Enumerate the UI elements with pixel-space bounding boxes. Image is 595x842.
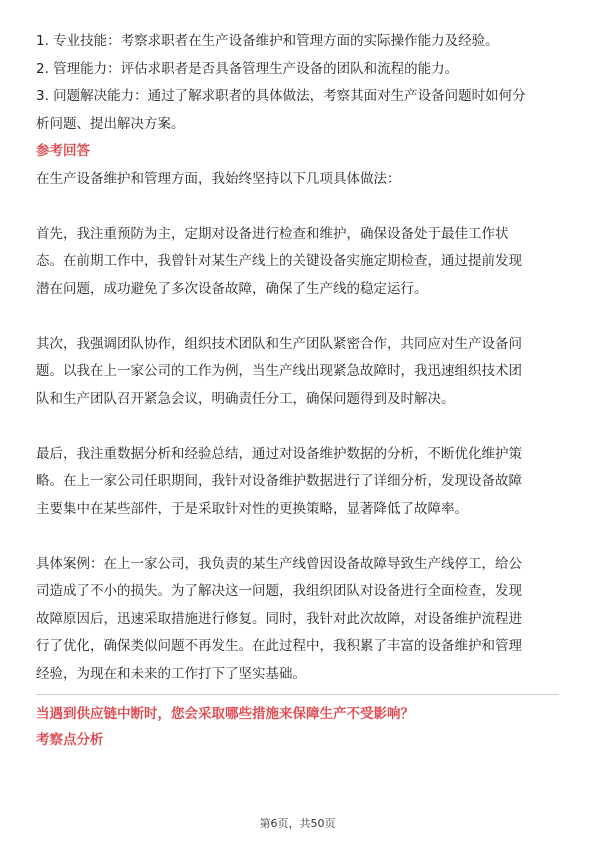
paragraph-line: 略。在上一家公司任职期间，我针对设备维护数据进行了详细分析，发现设备故障 xyxy=(36,473,522,489)
paragraph-line: 首先，我注重预防为主，定期对设备进行检查和维护，确保设备处于最佳工作状 xyxy=(36,225,509,242)
paragraph-line: 其次，我强调团队协作，组织技术团队和生产团队紧密合作，共同应对生产设备问 xyxy=(36,335,522,352)
paragraph-line: 经验，为现在和未来的工作打下了坚实基础。 xyxy=(36,665,306,682)
paragraph-line: 具体案例：在上一家公司，我负责的某生产线曾因设备故障导致生产线停工，给公 xyxy=(36,555,522,572)
paragraph-line: 行了优化，确保类似问题不再发生。在此过程中，我积累了丰富的设备维护和管理 xyxy=(36,638,522,654)
paragraph-line: 故障原因后，迅速采取措施进行修复。同时，我针对此次故障，对设备维护流程进 xyxy=(36,610,522,627)
intro-line: 在生产设备维护和管理方面，我始终坚持以下几项具体做法： xyxy=(36,170,401,187)
criteria-item: 3. 问题解决能力：通过了解求职者的具体做法，考察其面对生产设备问题时如何分 xyxy=(36,88,526,104)
criteria-item-continuation: 析问题、提出解决方案。 xyxy=(36,115,185,132)
paragraph-line: 主要集中在某些部件，于是采取针对性的更换策略，显著降低了故障率。 xyxy=(36,500,468,517)
document-page xyxy=(36,28,559,753)
paragraph-line: 司造成了不小的损失。为了解决这一问题，我组织团队对设备进行全面检查，发现 xyxy=(36,583,522,599)
paragraph-second xyxy=(36,331,559,414)
criteria-item: 1. 专业技能：考察求职者在生产设备维护和管理方面的实际操作能力及经验。 xyxy=(36,33,499,49)
next-question-heading: 当遇到供应链中断时，您会采取哪些措施来保障生产不受影响？ xyxy=(36,706,414,722)
paragraph-line: 队和生产团队召开紧急会议，明确责任分工，确保问题得到及时解决。 xyxy=(36,390,455,407)
section-divider xyxy=(36,694,559,695)
analysis-heading: 考察点分析 xyxy=(36,732,104,748)
paragraph-first xyxy=(36,221,559,304)
paragraph-line: 最后，我注重数据分析和经验总结，通过对设备维护数据的分析，不断优化维护策 xyxy=(36,445,522,462)
paragraph-third xyxy=(36,441,559,524)
paragraph-case xyxy=(36,551,559,689)
reference-answer-heading: 参考回答 xyxy=(36,143,90,159)
criteria-list xyxy=(36,28,559,138)
paragraph-line: 题。以我在上一家公司的工作为例，当生产线出现紧急故障时，我迅速组织技术团 xyxy=(36,363,522,379)
paragraph-line: 潜在问题，成功避免了多次设备故障，确保了生产线的稳定运行。 xyxy=(36,280,428,297)
criteria-item: 2. 管理能力：评估求职者是否具备管理生产设备的团队和流程的能力。 xyxy=(36,60,459,77)
page-footer: 第6页，共50页 xyxy=(259,817,336,830)
paragraph-line: 态。在前期工作中，我曾针对某生产线上的关键设备实施定期检查，通过提前发现 xyxy=(36,253,522,269)
